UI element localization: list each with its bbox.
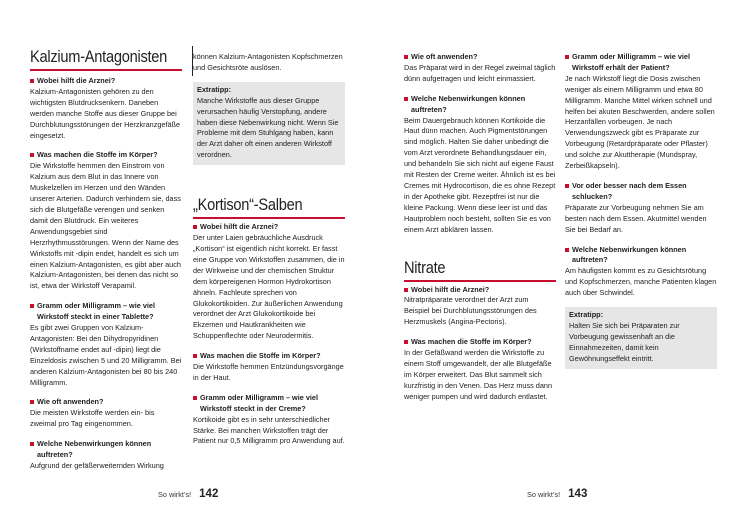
page-number: 142 <box>199 488 219 500</box>
subheading <box>404 337 556 348</box>
bullet-square-icon <box>30 79 34 83</box>
subheading <box>30 301 182 323</box>
subheading-text: Welche Nebenwirkungen können auftreten? <box>572 244 687 265</box>
spacer <box>404 328 556 337</box>
column-1 <box>30 47 182 472</box>
subheading-text: Wie oft anwenden? <box>37 397 104 407</box>
extratipp-title: Extratipp: <box>569 310 604 320</box>
column-3-content <box>404 52 556 236</box>
bullet-square-icon <box>30 304 34 308</box>
subheading <box>565 52 717 74</box>
extratipp-text: Halten Sie sich bei Präparaten zur Vorbeugung gewissenhaft an die Einnahmezeiten, damit kein Gewöhnungseffekt eintritt. <box>569 320 680 363</box>
extratipp-title: Extratipp: <box>197 84 232 94</box>
column-1-content <box>30 76 182 472</box>
subheading <box>30 397 182 408</box>
subheading <box>30 150 182 161</box>
subheading-text: Was machen die Stoffe im Körper? <box>200 351 321 361</box>
footer-label: So wirkt’s! <box>527 490 561 499</box>
section-title-nitrate: Nitrate <box>404 257 446 277</box>
extratipp-text: Manche Wirkstoffe aus dieser Gruppe verursachen häufig Verstopfung, andere haben diese Nebenwirkung nicht. Wenn Sie Probleme mit dem Stuhlgang haben, kann der Arzt daher oft einen anderen Wirkstoff verordnen. <box>197 95 339 160</box>
page-divider <box>192 46 193 76</box>
paragraph: Der unter Laien gebräuchliche Ausdruck „Kortison“ ist eigentlich nicht korrekt. Er fasst eine Gruppe von Wirkstoffen zusammen, die in der Wirkweise und der chemischen Struktur dem körpereigenen Hormon Hydrokortison ähneln. Fachleute sprechen von Glukokortikoiden. Zur äußerlichen Anwendung verordnet der Arzt Glukokortikoide bei Ekzemen und Hautkrankheiten wie Schuppenflechte oder Neurodermitis. <box>193 233 345 341</box>
bullet-square-icon <box>565 248 569 252</box>
paragraph: Es gibt zwei Gruppen von Kalzium-Antagonisten: Bei den Dihydropyridinen (Wirkstoffname endet auf -dipin) liegt die Einzeldosis zwischen 5 und 20 Milligramm. Bei anderen Kalzium-Antagonisten bei 80 bis 240 Milligramm. <box>30 323 182 387</box>
paragraph: Beim Dauergebrauch können Kortikoide die Haut dünn machen. Auch Pigmentstörungen sind möglich. Halten Sie daher unbedingt die vom Arzt verordnete Behandlungsdauer ein, und behandeln Sie sich nicht auf eigene Faust mit Resten der Creme weiter. Ähnlich ist es bei Cremes mit Hydrocortison, die es ohne Rezept in der Apotheke gibt. Rezeptfrei ist nur die kleine Packung. Wenn diese leer ist und das Hautproblem noch besteht, sollten Sie es von einem Arzt abklären lassen. <box>404 115 556 234</box>
subheading-text: Vor oder besser nach dem Essen schlucken? <box>572 180 687 201</box>
paragraph: Aufgrund der gefäßerweiternden Wirkung <box>30 461 164 470</box>
paragraph: Je nach Wirkstoff liegt die Dosis zwischen weniger als einem Milligramm und etwa 80 Milligramm. Manche Mittel wirken schnell und helfen bei akuten Beschwerden, andere sollen Herzanfällen vorbeugen. Je nach Verwendungszweck gibt es Präparate zur Vorbeugung (Retardpräparate oder Pflaster) und solche zur Akuttherapie (Mundspray, Zerbeißkapseln). <box>565 73 715 171</box>
bullet-square-icon <box>193 225 197 229</box>
right-page <box>375 0 750 515</box>
spacer <box>193 384 345 393</box>
subheading-text: Gramm oder Milligramm – wie viel Wirkstoff steckt in einer Tablette? <box>37 301 156 322</box>
spacer <box>30 430 182 439</box>
column-4-content <box>565 52 717 299</box>
bullet-square-icon <box>404 340 408 344</box>
subheading <box>193 222 345 233</box>
bullet-square-icon <box>193 354 197 358</box>
paragraph: Am häufigsten kommt es zu Gesichtsrötung und Kopfschmerzen, manche Patienten klagen auch über Schwindel. <box>565 266 717 298</box>
paragraph: Kalzium-Antagonisten gehören zu den wichtigsten Blutdrucksenkern. Daneben werden manche Stoffe aus dieser Gruppe bei Durchblutungsstörungen der Herzkranzgefäße eingesetzt. <box>30 86 181 140</box>
paragraph: Die Wirkstoffe hemmen den Einstrom von Kalzium aus dem Blut in das Innere von Muskelzellen im Herzen und den Wänden unserer Arterien. Dadurch verhindern sie, dass sich die Blutgefäße verengen und senken damit den Blutdruck. Ein weiteres Anwendungsgebiet sind Herzrhythmusstörungen. Wenn der Name des Wirkstoffs mit -dipin endet, handelt es sich um einen Kalzium-Antagonisten, es gibt aber auch Kalzium-Antagonisten, bei denen das nicht so ist, etwa der Wirkstoff Verapamil. <box>30 161 181 291</box>
subheading-text: Welche Nebenwirkungen können auftreten? <box>37 439 152 460</box>
subheading-text: Wie oft anwenden? <box>411 52 478 61</box>
bullet-square-icon <box>404 288 408 292</box>
subheading-text: Wobei hilft die Arznei? <box>200 222 279 232</box>
subheading <box>404 285 556 296</box>
section-title-kortison: „Kortison“-Salben <box>193 195 303 215</box>
subheading-text: Gramm oder Milligramm – wie viel Wirkstoff erhält der Patient? <box>572 52 691 72</box>
subheading <box>193 351 345 362</box>
spacer <box>565 172 717 181</box>
subheading-text: Wobei hilft die Arznei? <box>37 76 116 85</box>
subheading-text: Was machen die Stoffe im Körper? <box>411 337 532 347</box>
paragraph: Präparate zur Vorbeugung nehmen Sie am besten nach dem Essen. Akutmittel wenden Sie bei Bedarf an. <box>565 202 707 234</box>
bullet-square-icon <box>404 97 408 101</box>
subheading-text: Wobei hilft die Arznei? <box>411 284 490 294</box>
bullet-square-icon <box>565 55 569 59</box>
column-3b-content <box>404 285 556 403</box>
paragraph: Die meisten Wirkstoffe werden ein- bis zweimal pro Tag eingenommen. <box>30 408 155 429</box>
paragraph: In der Gefäßwand werden die Wirkstoffe zu einem Stoff umgewandelt, der alle Blutgefäße im Körper erweitert. Das Blut sammelt sich kurzfristig in den Venen. Das Herz muss dann weniger pumpen und wird dadurch entlastet. <box>404 348 553 401</box>
spacer <box>30 388 182 397</box>
subheading <box>30 76 182 87</box>
bullet-square-icon <box>30 400 34 404</box>
page-footer-right <box>527 488 587 500</box>
subheading <box>404 52 556 63</box>
column-2 <box>193 52 345 447</box>
section-title-kalzium: Kalzium-Antagonisten <box>30 47 168 66</box>
extratipp-box <box>193 82 345 165</box>
spacer <box>30 141 182 150</box>
paragraph: Kortikoide gibt es in sehr unterschiedlicher Stärke. Bei manchen Wirkstoffen trägt der Patient nur 0,5 Milligramm pro Anwendung auf. <box>193 414 345 446</box>
column-4 <box>565 52 717 369</box>
bullet-square-icon <box>30 442 34 446</box>
paragraph: Nitratpräparate verordnet der Arzt zum Beispiel bei Durchblutungsstörungen des Herzmuskels (Angina-Pectoris). <box>404 295 537 327</box>
footer-label: So wirkt’s! <box>158 490 192 499</box>
subheading <box>404 94 556 116</box>
subheading-text: Gramm oder Milligramm – wie viel Wirkstoff steckt in der Creme? <box>200 392 319 413</box>
paragraph: können Kalzium-Antagonisten Kopfschmerzen und Gesichtsröte auslösen. <box>193 52 343 72</box>
bullet-square-icon <box>193 396 197 400</box>
subheading <box>193 393 345 415</box>
page-number: 143 <box>568 488 588 500</box>
bullet-square-icon <box>30 153 34 157</box>
subheading <box>30 439 182 461</box>
spacer <box>193 342 345 351</box>
subheading-text: Welche Nebenwirkungen können auftreten? <box>411 93 526 114</box>
bullet-square-icon <box>404 55 408 59</box>
spacer <box>404 85 556 94</box>
column-2-content <box>193 222 345 447</box>
subheading <box>565 181 717 203</box>
column-3 <box>404 52 556 403</box>
spacer <box>565 236 717 245</box>
paragraph: Die Wirkstoffe hemmen Entzündungsvorgänge in der Haut. <box>193 362 344 382</box>
spacer <box>30 292 182 301</box>
page-footer-left <box>158 488 218 500</box>
paragraph: Das Präparat wird in der Regel zweimal täglich dünn aufgetragen und leicht einmassiert. <box>404 62 556 83</box>
bullet-square-icon <box>565 184 569 188</box>
extratipp-box <box>565 307 717 369</box>
subheading-text: Was machen die Stoffe im Körper? <box>37 150 158 160</box>
subheading <box>565 245 717 267</box>
